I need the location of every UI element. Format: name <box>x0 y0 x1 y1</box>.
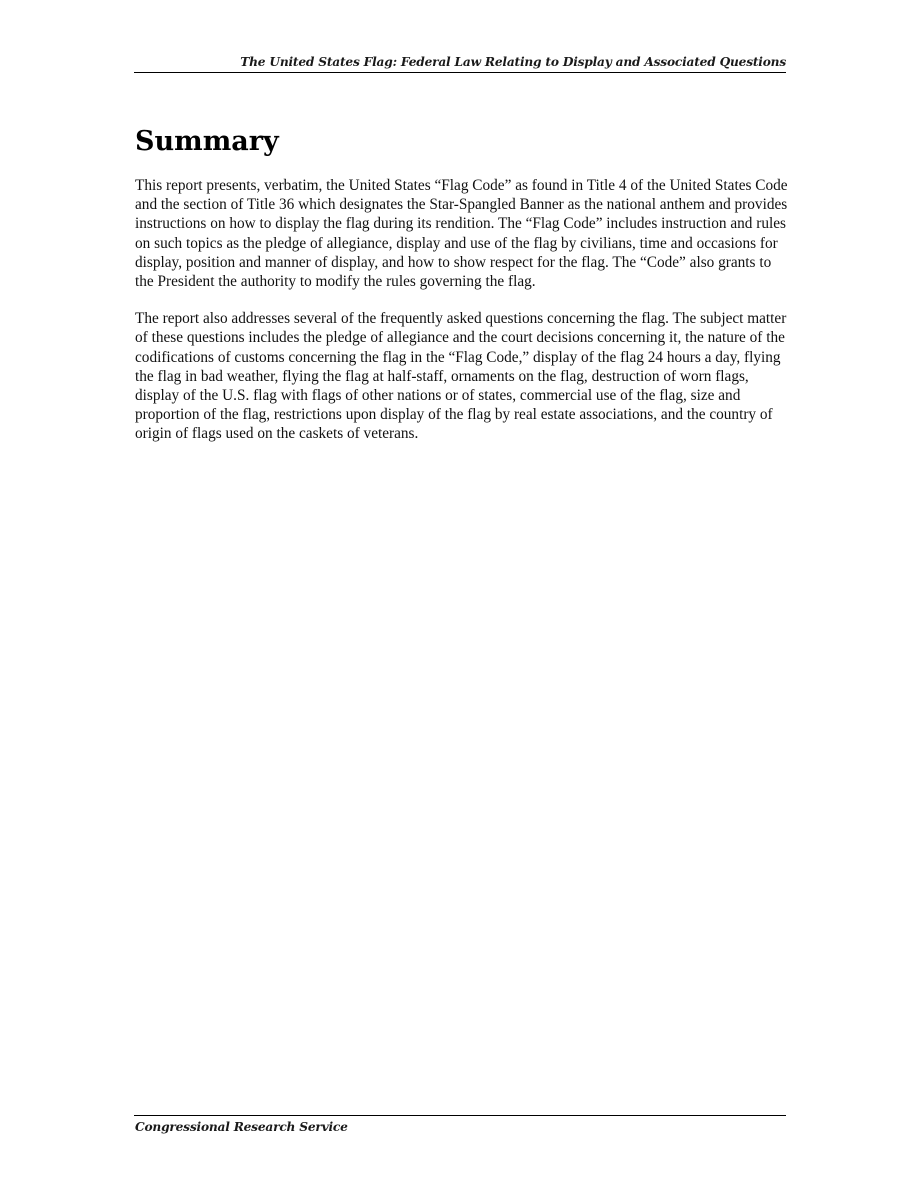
running-header: The United States Flag: Federal Law Relating to Display and Associated Questions <box>240 55 786 69</box>
summary-paragraph: The report also addresses several of the frequently asked questions concerning the flag. The subject matter of these questions includes the pledge of allegiance and the court decisions concerning it, the nature of the codifications of customs concerning the flag in the “Flag Code,” display of the flag 24 hours a day, flying the flag in bad weather, flying the flag at half-staff, ornaments on the flag, destruction of worn flags, display of the U.S. flag with flags of other nations or of states, commercial use of the flag, size and proportion of the flag, restrictions upon display of the flag by real estate associations, and the country of origin of flags used on the caskets of veterans. <box>135 310 787 443</box>
footer-divider <box>134 1115 786 1116</box>
running-footer: Congressional Research Service <box>135 1120 348 1134</box>
summary-paragraph: This report presents, verbatim, the United States “Flag Code” as found in Title 4 of the United States Code and the section of Title 36 which designates the Star-Spangled Banner as the national anthem and provides instructions on how to display the flag during its rendition. The “Flag Code” includes instruction and rules on such topics as the pledge of allegiance, display and use of the flag by civilians, time and occasions for display, position and manner of display, and how to show respect for the flag. The “Code” also grants to the President the authority to modify the rules governing the flag. <box>135 177 788 291</box>
summary-body <box>135 176 790 462</box>
header-divider <box>134 72 786 73</box>
page-title: Summary <box>135 126 279 157</box>
